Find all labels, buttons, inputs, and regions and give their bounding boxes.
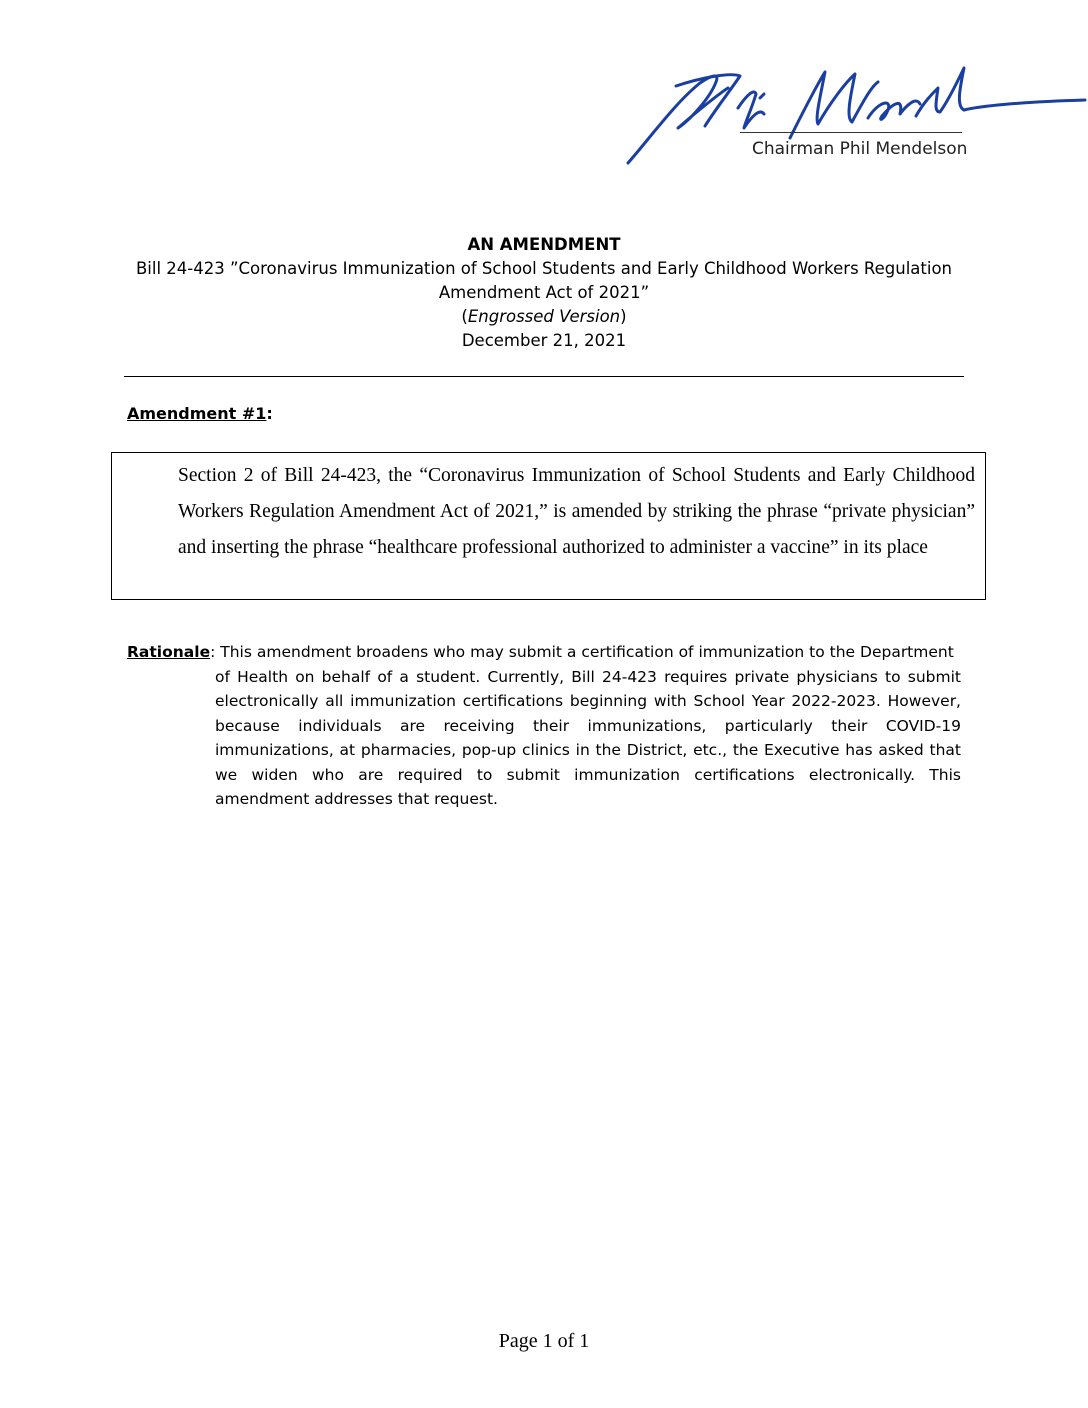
rationale-colon: : <box>210 643 216 661</box>
rationale-section <box>127 640 961 812</box>
signatory-name: Chairman Phil Mendelson <box>752 139 968 159</box>
version-line <box>100 305 988 329</box>
amendment-text: Section 2 of Bill 24-423, the “Coronavirus Immunization of School Students and Early Childhood Workers Regulation Amendment Act of 2021,” is amended by striking the phrase “private physician” and inserting the phrase “healthcare professional authorized to administer a vaccine” in its place <box>178 465 975 558</box>
document-date: December 21, 2021 <box>461 331 627 350</box>
signature-line <box>740 132 962 133</box>
amendment-heading <box>127 404 273 423</box>
version-close-paren: ) <box>620 307 627 326</box>
amendment-label: Amendment #1 <box>127 404 267 423</box>
rationale-body: of Health on behalf of a student. Currently, Bill 24-423 requires private physicians to submit electronically all immunization certifications beginning with School Year 2022-2023. However, because individuals are receiving their immunizations, particularly their COVID-19 immunizations, at pharmacies, pop-up clinics in the District, etc., the Executive has asked that we widen who are required to submit immunization certifications electronically. This amendment addresses that request. <box>215 667 961 808</box>
document-header <box>100 233 988 353</box>
document-title: AN AMENDMENT <box>467 235 621 254</box>
amendment-colon: : <box>266 404 273 423</box>
bill-title-line-2: Amendment Act of 2021” <box>438 283 650 302</box>
bill-title-line-1: Bill 24-423 ”Coronavirus Immunization of School Students and Early Childhood Workers Regulation <box>135 259 953 278</box>
page-number: Page 1 of 1 <box>498 1330 590 1352</box>
version-label: Engrossed Version <box>467 307 621 326</box>
version-open-paren: ( <box>461 307 468 326</box>
header-divider <box>124 376 964 377</box>
rationale-label: Rationale <box>127 643 211 661</box>
rationale-first-line <box>127 640 961 665</box>
rationale-first-text: This amendment broadens who may submit a certification of immunization to the Department <box>220 643 954 661</box>
